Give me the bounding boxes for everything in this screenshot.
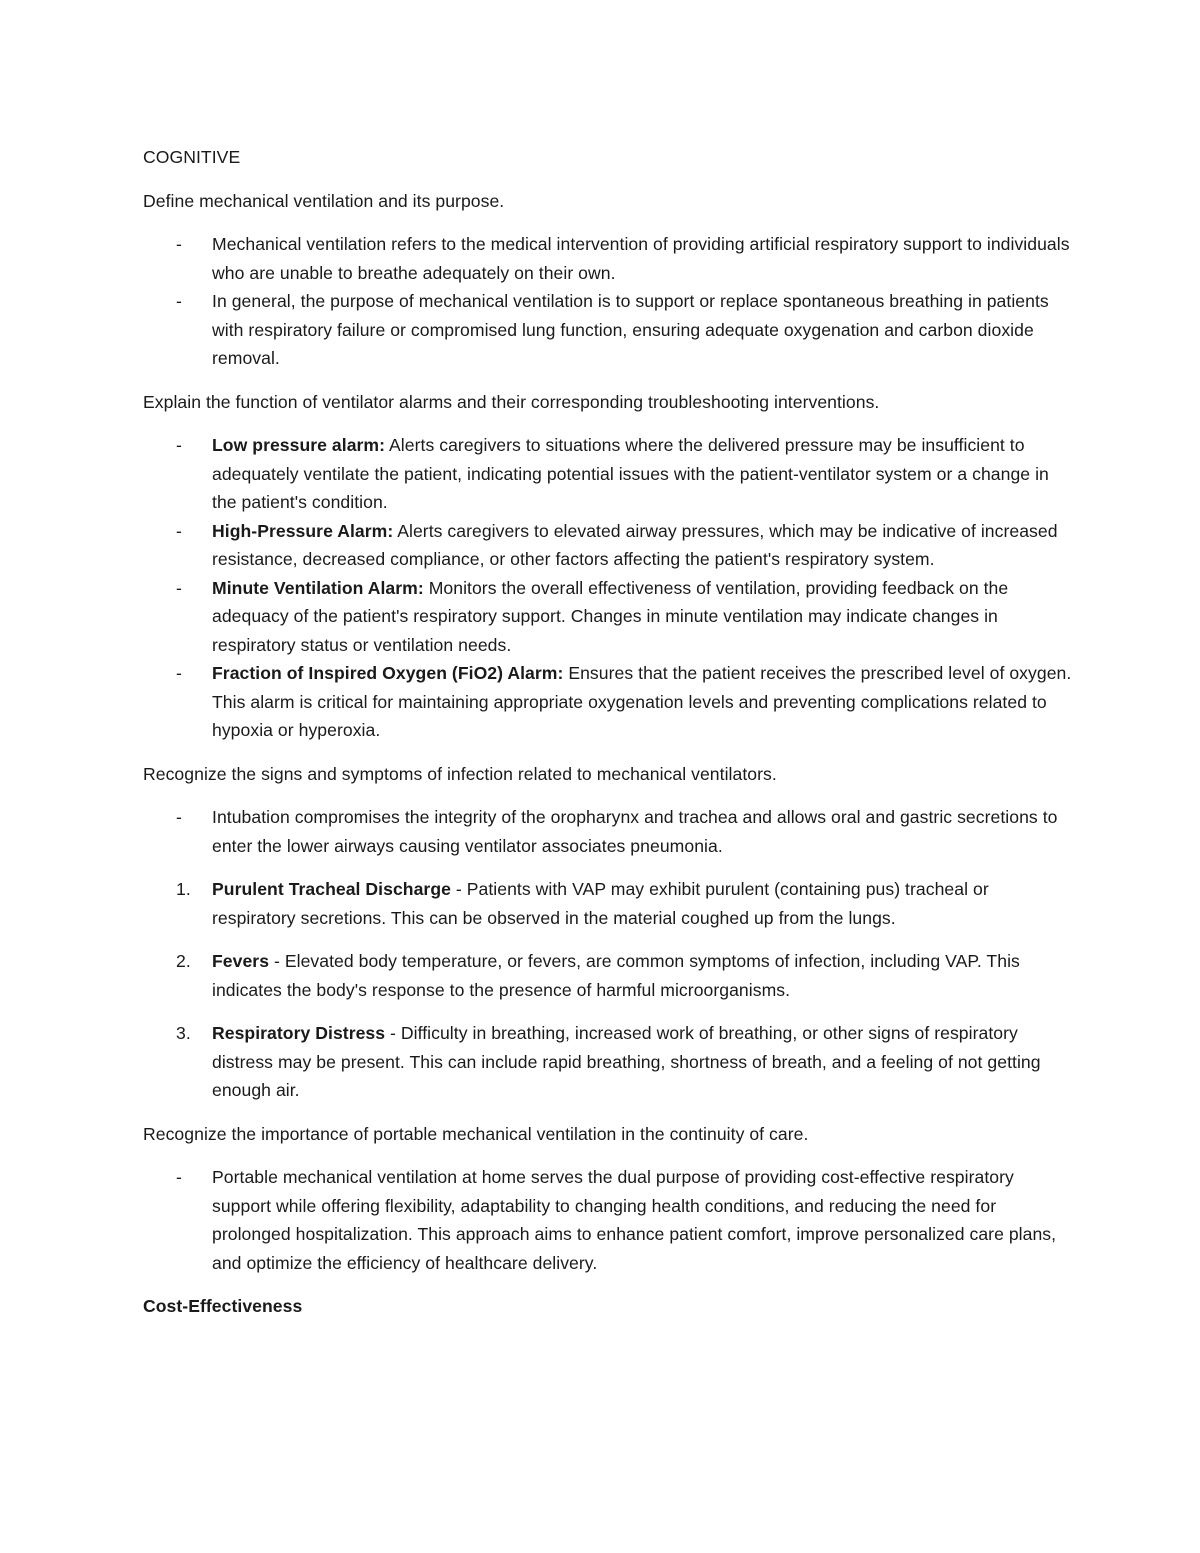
document-title: COGNITIVE — [143, 147, 241, 167]
list-item — [143, 230, 1073, 287]
list-item-term: Minute Ventilation Alarm: — [212, 577, 424, 598]
section-heading-text: Cost-Effectiveness — [143, 1296, 303, 1316]
list-marker: - — [176, 577, 182, 598]
list-item — [143, 287, 1073, 373]
section-question: Recognize the importance of portable mechanical ventilation in the continuity of care. — [143, 1123, 809, 1144]
list-marker: - — [176, 1167, 182, 1187]
list-item-term: Respiratory Distress — [212, 1023, 386, 1043]
list-item — [143, 1163, 1073, 1277]
list-item — [143, 659, 1073, 745]
list-marker: - — [176, 291, 182, 311]
list-item-text: Ensures that the patient receives the prescribed level of oxygen. This alarm is critical for maintaining appropriate oxygenation levels and preventing complications related to hypoxia or hyperoxia. — [212, 663, 1072, 740]
list-item-text: Monitors the overall effectiveness of ventilation, providing feedback on the adequacy of the patient's respiratory support. Changes in minute ventilation may indicate changes in respiratory status or ventilation needs. — [212, 577, 1009, 655]
list-item-term: Purulent Tracheal Discharge — [212, 879, 451, 899]
list-item — [143, 574, 1073, 660]
document-body — [143, 143, 1073, 1336]
numbered-list — [143, 875, 1073, 1105]
section-heading — [143, 1292, 1073, 1321]
list-marker: - — [176, 234, 182, 254]
list-marker: - — [176, 663, 182, 683]
bullet-list — [143, 1163, 1073, 1277]
section-question: Explain the function of ventilator alarms and their corresponding troubleshooting interventions. — [143, 391, 880, 412]
list-marker: - — [176, 807, 182, 827]
list-item-term: Fevers — [212, 951, 270, 971]
list-item-text: In general, the purpose of mechanical ventilation is to support or replace spontaneous breathing in patients with respiratory failure or compromised lung function, ensuring adequate oxygenation and carbon dioxide removal. — [212, 291, 1049, 368]
section-question: Recognize the signs and symptoms of infection related to mechanical ventilators. — [143, 763, 777, 784]
list-item-text: Alerts caregivers to situations where the delivered pressure may be insufficient to adequately ventilate the patient, indicating potential issues with the patient-ventilator system or a change in the patient's condition. — [212, 435, 1049, 512]
list-item-term: High-Pressure Alarm: — [212, 520, 394, 541]
bullet-list — [143, 431, 1073, 745]
list-item — [143, 803, 1073, 860]
bullet-list — [143, 230, 1073, 373]
bullet-list — [143, 803, 1073, 860]
numbered-item — [143, 1019, 1073, 1105]
list-item-text: - Elevated body temperature, or fevers, are common symptoms of infection, including VAP. This indicates the body's response to the presence of harmful microorganisms. — [212, 951, 1020, 1000]
list-marker: - — [176, 520, 182, 541]
list-number: 3. — [176, 1023, 191, 1043]
list-item-term: Low pressure alarm: — [212, 435, 386, 455]
list-item-text: Portable mechanical ventilation at home serves the dual purpose of providing cost-effective respiratory support while offering flexibility, adaptability to changing health conditions, and reducing the need for prolonged hospitalization. This approach aims to enhance patient comfort, improve personalized care plans, and optimize the efficiency of healthcare delivery. — [212, 1167, 1057, 1273]
list-item — [143, 431, 1073, 517]
list-marker: - — [176, 435, 182, 455]
section-question: Define mechanical ventilation and its purpose. — [143, 190, 505, 211]
list-item — [143, 517, 1073, 574]
list-item-text: Intubation compromises the integrity of the oropharynx and trachea and allows oral and gastric secretions to enter the lower airways causing ventilator associates pneumonia. — [212, 807, 1058, 856]
numbered-item — [143, 947, 1073, 1004]
list-item-text: - Difficulty in breathing, increased work of breathing, or other signs of respiratory distress may be present. This can include rapid breathing, shortness of breath, and a feeling of not getting enough air. — [212, 1023, 1041, 1100]
list-item-text: Alerts caregivers to elevated airway pressures, which may be indicative of increased resistance, decreased compliance, or other factors affecting the patient's respiratory system. — [212, 520, 1058, 569]
list-item-text: - Patients with VAP may exhibit purulent (containing pus) tracheal or respiratory secretions. This can be observed in the material coughed up from the lungs. — [212, 879, 989, 928]
list-number: 1. — [176, 879, 191, 899]
numbered-item — [143, 875, 1073, 932]
list-item-text: Mechanical ventilation refers to the medical intervention of providing artificial respiratory support to individuals who are unable to breathe adequately on their own. — [212, 234, 1070, 283]
list-item-term: Fraction of Inspired Oxygen (FiO2) Alarm: — [212, 663, 564, 683]
list-number: 2. — [176, 951, 191, 971]
